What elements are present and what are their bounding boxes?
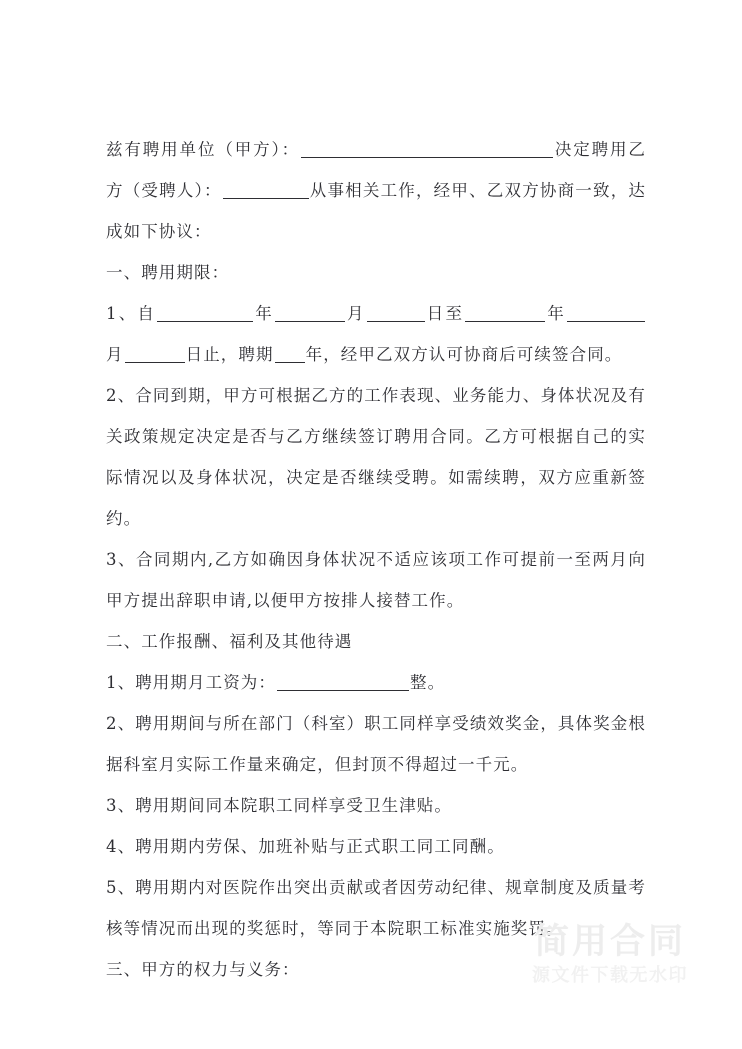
text-run: 决定聘用乙方（受聘人）： [106,140,646,200]
text-run: 年 [546,304,566,323]
text-run: 日止，聘期 [185,345,274,364]
text-run: 从事相关工作，经甲、乙双方协商一致，达成如下协议： [106,181,647,241]
blank-field-start-day[interactable] [367,304,425,322]
text-run: 3、合同期内,乙方如确因身体状况不适应该项工作可提前一至两月向甲方提出辞职申请,以便甲方按排人接替工作。 [106,550,646,610]
text-run: 月 [345,304,366,323]
text-run: 2、合同到期，甲方可根据乙方的工作表现、业务能力、身体状况及有关政策规定决定是否与乙方继续签订聘用合同。乙方可根据自己的实际情况以及身体状况，决定是否继续受聘。如需续聘，双方应重新签约。 [106,386,646,528]
text-run: 5、聘用期内对医院作出突出贡献或者因劳动纪律、规章制度及质量考核等情况而出现的奖惩时，等同于本院职工标准实施奖罚。 [106,878,646,938]
blank-field-employee-name[interactable] [223,181,309,199]
text-run: 年 [254,304,274,323]
blank-field-end-month[interactable] [567,304,645,322]
clause-1-3-resignation [106,539,646,621]
text-run: 三、甲方的权力与义务： [106,960,300,979]
blank-field-monthly-salary[interactable] [277,673,409,691]
blank-field-term-years[interactable] [275,345,305,363]
watermark-subtitle: 源文件下载无水印 [532,965,688,986]
clause-2-2-performance-bonus [106,703,646,785]
text-run: 整。 [410,673,446,692]
clause-1-1-dates [106,293,646,375]
watermark-title: 简用合同 [533,922,686,962]
blank-field-start-year[interactable] [157,304,253,322]
heading-term-of-employment [106,252,646,293]
text-run: 二、工作报酬、福利及其他待遇 [106,632,353,651]
blank-field-employer-name[interactable] [301,140,553,158]
heading-party-a-rights-duties [106,949,646,990]
clause-2-1-monthly-salary [106,662,646,703]
text-run: 3、聘用期间同本院职工同样享受卫生津贴。 [106,796,452,815]
intro-paragraph [106,129,646,252]
blank-field-end-day[interactable] [125,345,185,363]
heading-compensation-benefits [106,621,646,662]
clause-1-2-renewal [106,375,646,539]
text-run: 月 [106,345,124,364]
clause-2-4-labor-protection [106,826,646,867]
text-run: 日至 [425,304,465,323]
text-run: 2、聘用期间与所在部门（科室）职工同样享受绩效奖金，具体奖金根据科室月实际工作量来确定，但封顶不得超过一千元。 [106,714,646,774]
document-body [106,129,646,990]
text-run: 兹有聘用单位（甲方）： [106,140,301,159]
blank-field-end-year[interactable] [465,304,545,322]
blank-field-start-month[interactable] [275,304,345,322]
text-run: 1、聘用期月工资为： [106,673,276,692]
text-run: 1、自 [106,304,157,323]
clause-2-3-health-allowance [106,785,646,826]
clause-2-5-rewards-penalties [106,867,646,949]
text-run: 一、聘用期限： [106,263,230,282]
text-run: 年，经甲乙双方认可协商后可续签合同。 [305,345,623,364]
text-run: 4、聘用期内劳保、加班补贴与正式职工同工同酬。 [106,837,505,856]
